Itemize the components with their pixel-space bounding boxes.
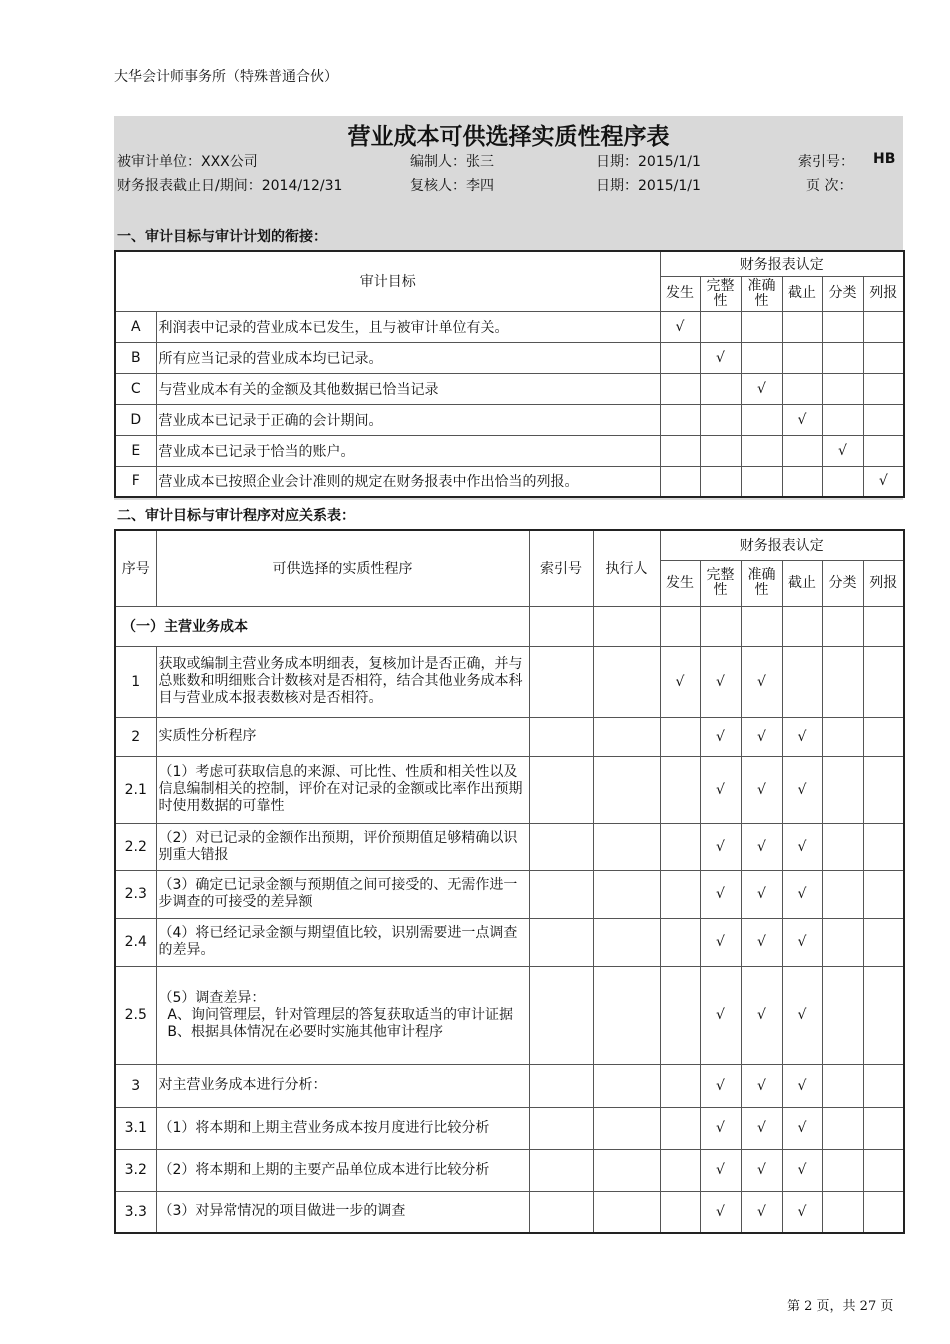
review-date-label: 日期：2015/1/1 (596, 178, 701, 194)
assertion-mark (660, 435, 700, 466)
empty-cell (822, 606, 863, 646)
assertion-mark (741, 435, 782, 466)
assertion-mark (741, 404, 782, 435)
executor-cell (593, 870, 660, 918)
assertion-mark: √ (741, 1107, 782, 1149)
assertion-mark: √ (700, 646, 741, 717)
goal-text: 营业成本已按照企业会计准则的规定在财务报表中作出恰当的列报。 (156, 466, 660, 497)
assertion-mark (700, 435, 741, 466)
procedure-row (115, 1149, 904, 1191)
assertion-mark: √ (782, 1064, 822, 1107)
assertion-mark (822, 404, 863, 435)
no-header: 序号 (115, 530, 156, 606)
assertion-header: 准确性 (741, 276, 782, 311)
procedure-line: （5）调查差异： (158, 989, 266, 1006)
assertion-mark (782, 466, 822, 497)
section-1-heading: 一、审计目标与审计计划的衔接： (117, 229, 327, 245)
procedure-row (115, 918, 904, 966)
assertion-mark (660, 373, 700, 404)
procedure-no: 3 (115, 1064, 156, 1107)
goal-row (115, 373, 904, 404)
assertion-mark (822, 1149, 863, 1191)
index-cell (529, 1064, 593, 1107)
goal-row (115, 466, 904, 497)
procedure-table (114, 529, 905, 1234)
assertion-header: 截止 (782, 276, 822, 311)
assertion-mark (660, 756, 700, 823)
assertion-mark (863, 373, 904, 404)
procedure-row (115, 870, 904, 918)
assertion-mark (863, 342, 904, 373)
assertion-header: 分类 (822, 276, 863, 311)
executor-cell (593, 756, 660, 823)
assertion-mark (822, 756, 863, 823)
empty-cell (593, 606, 660, 646)
assertion-mark: √ (700, 823, 741, 870)
goal-text: 营业成本已记录于恰当的账户。 (156, 435, 660, 466)
procedure-no: 2.4 (115, 918, 156, 966)
assertion-mark: √ (660, 646, 700, 717)
assertion-mark (660, 1107, 700, 1149)
assertion-mark: √ (782, 966, 822, 1064)
assertion-mark: √ (660, 311, 700, 342)
assertion-mark (741, 342, 782, 373)
assertion-mark: √ (782, 1191, 822, 1233)
assertion-mark: √ (700, 717, 741, 756)
assertion-mark (822, 373, 863, 404)
assertion-header: 完整性 (700, 276, 741, 311)
procedure-text: 实质性分析程序 (156, 717, 529, 756)
assertion-mark (863, 1064, 904, 1107)
empty-cell (782, 606, 822, 646)
goal-id: B (115, 342, 156, 373)
goal-id: D (115, 404, 156, 435)
assertion-mark (660, 404, 700, 435)
procedure-no: 2 (115, 717, 156, 756)
assertion-mark: √ (782, 870, 822, 918)
assertion-mark: √ (741, 918, 782, 966)
procedure-text: （3）确定已记录金额与预期值之间可接受的、无需作进一步调查的可接受的差异额 (156, 870, 529, 918)
assertion-mark: √ (782, 823, 822, 870)
index-cell (529, 1191, 593, 1233)
procedure-row (115, 1191, 904, 1233)
assertion-mark (822, 1064, 863, 1107)
assertion-mark (863, 717, 904, 756)
assertion-group-header: 财务报表认定 (660, 530, 904, 560)
assertion-mark (700, 466, 741, 497)
executor-cell (593, 646, 660, 717)
assertion-mark: √ (741, 756, 782, 823)
goal-row (115, 342, 904, 373)
assertion-mark (822, 1107, 863, 1149)
procedure-no: 3.2 (115, 1149, 156, 1191)
assertion-mark (863, 311, 904, 342)
executor-cell (593, 1191, 660, 1233)
assertion-mark (863, 823, 904, 870)
assertion-mark: √ (863, 466, 904, 497)
procedure-no: 2.1 (115, 756, 156, 823)
executor-cell (593, 823, 660, 870)
assertion-header: 截止 (782, 560, 822, 606)
assertion-mark: √ (741, 966, 782, 1064)
assertion-mark (660, 918, 700, 966)
goal-id: A (115, 311, 156, 342)
empty-cell (863, 606, 904, 646)
page-footer: 第 2 页，共 27 页 (787, 1299, 894, 1314)
index-cell (529, 756, 593, 823)
index-cell (529, 1149, 593, 1191)
index-cell (529, 870, 593, 918)
assertion-mark (660, 870, 700, 918)
assertion-mark: √ (700, 870, 741, 918)
assertion-mark (822, 870, 863, 918)
assertion-header: 列报 (863, 276, 904, 311)
procedure-line: A、询问管理层，针对管理层的答复获取适当的审计证据 (158, 1006, 513, 1023)
assertion-header: 发生 (660, 560, 700, 606)
assertion-mark: √ (700, 1064, 741, 1107)
period-label: 财务报表截止日/期间：2014/12/31 (117, 178, 343, 194)
assertion-mark: √ (700, 342, 741, 373)
assertion-mark (863, 646, 904, 717)
assertion-mark (822, 1191, 863, 1233)
assertion-mark: √ (782, 756, 822, 823)
procedure-no: 1 (115, 646, 156, 717)
procedure-row (115, 717, 904, 756)
assertion-mark: √ (700, 1149, 741, 1191)
assertion-mark: √ (741, 823, 782, 870)
goal-text: 利润表中记录的营业成本已发生，且与被审计单位有关。 (156, 311, 660, 342)
assertion-mark: √ (741, 1064, 782, 1107)
assertion-mark (660, 342, 700, 373)
assertion-mark (660, 823, 700, 870)
assertion-mark (822, 311, 863, 342)
index-cell (529, 717, 593, 756)
empty-cell (529, 606, 593, 646)
goal-row (115, 404, 904, 435)
assertion-mark: √ (782, 717, 822, 756)
index-label: 索引号： (798, 154, 854, 170)
assertion-mark (741, 466, 782, 497)
assertion-header: 准确性 (741, 560, 782, 606)
assertion-mark (660, 1191, 700, 1233)
executor-header: 执行人 (593, 530, 660, 606)
assertion-mark (822, 918, 863, 966)
assertion-mark (782, 342, 822, 373)
procedure-text: （4）将已经记录金额与期望值比较，识别需要进一点调查的差异。 (156, 918, 529, 966)
empty-cell (700, 606, 741, 646)
section-2-heading: 二、审计目标与审计程序对应关系表： (117, 508, 355, 524)
executor-cell (593, 1149, 660, 1191)
assertion-mark: √ (700, 1191, 741, 1233)
goal-row (115, 435, 904, 466)
assertion-mark (660, 466, 700, 497)
assertion-mark: √ (782, 1107, 822, 1149)
assertion-mark (863, 918, 904, 966)
index-value: HB (873, 151, 896, 167)
procedure-text: 获取或编制主营业务成本明细表，复核加计是否正确，并与总账数和明细账合计数核对是否相符，结合其他业务成本科目与营业成本报表数核对是否相符。 (156, 646, 529, 717)
assertion-mark (782, 311, 822, 342)
assertion-mark: √ (782, 404, 822, 435)
index-cell (529, 966, 593, 1064)
preparer-label: 编制人：张三 (410, 154, 494, 170)
procedure-text: （2）将本期和上期的主要产品单位成本进行比较分析 (156, 1149, 529, 1191)
assertion-mark (863, 435, 904, 466)
assertion-header: 列报 (863, 560, 904, 606)
assertion-mark (863, 404, 904, 435)
procedure-no: 2.2 (115, 823, 156, 870)
empty-cell (741, 606, 782, 646)
procedure-line: B、根据具体情况在必要时实施其他审计程序 (158, 1023, 444, 1040)
assertion-mark: √ (741, 717, 782, 756)
assertion-mark (863, 870, 904, 918)
assertion-mark (700, 373, 741, 404)
assertion-mark (700, 404, 741, 435)
assertion-group-header: 财务报表认定 (660, 251, 904, 276)
procedure-row (115, 1107, 904, 1149)
assertion-header: 完整性 (700, 560, 741, 606)
index-cell (529, 1107, 593, 1149)
assertion-mark (863, 1149, 904, 1191)
executor-cell (593, 1064, 660, 1107)
assertion-mark: √ (782, 918, 822, 966)
empty-cell (660, 606, 700, 646)
assertion-mark (660, 1149, 700, 1191)
procedure-row (115, 646, 904, 717)
procedure-text: （3）对异常情况的项目做进一步的调查 (156, 1191, 529, 1233)
executor-cell (593, 918, 660, 966)
goal-text: 营业成本已记录于正确的会计期间。 (156, 404, 660, 435)
procedure-text: 对主营业务成本进行分析： (156, 1064, 529, 1107)
assertion-mark: √ (822, 435, 863, 466)
assertion-mark (822, 823, 863, 870)
prep-date-label: 日期：2015/1/1 (596, 154, 701, 170)
assertion-mark: √ (700, 1107, 741, 1149)
assertion-header: 分类 (822, 560, 863, 606)
goal-id: C (115, 373, 156, 404)
assertion-mark (822, 466, 863, 497)
assertion-mark (863, 1107, 904, 1149)
audit-goal-table (114, 250, 905, 498)
executor-cell (593, 717, 660, 756)
goal-header: 审计目标 (115, 251, 660, 311)
procedure-header: 可供选择的实质性程序 (156, 530, 529, 606)
assertion-mark (822, 342, 863, 373)
procedure-row (115, 1064, 904, 1107)
assertion-mark: √ (741, 373, 782, 404)
firm-name: 大华会计师事务所（特殊普通合伙） (114, 69, 338, 85)
procedure-no: 3.1 (115, 1107, 156, 1149)
assertion-mark (782, 646, 822, 717)
procedure-row (115, 823, 904, 870)
procedure-row (115, 966, 904, 1064)
assertion-mark: √ (741, 870, 782, 918)
assertion-mark: √ (700, 918, 741, 966)
assertion-mark (822, 646, 863, 717)
procedure-text (156, 966, 529, 1064)
auditee-label: 被审计单位：XXX公司 (117, 154, 258, 170)
assertion-mark (660, 966, 700, 1064)
group-title: （一）主营业务成本 (115, 606, 529, 646)
index-cell (529, 823, 593, 870)
assertion-mark (782, 373, 822, 404)
assertion-mark (660, 717, 700, 756)
assertion-mark (863, 1191, 904, 1233)
goal-text: 所有应当记录的营业成本均已记录。 (156, 342, 660, 373)
procedure-row (115, 756, 904, 823)
assertion-mark (863, 966, 904, 1064)
procedure-no: 3.3 (115, 1191, 156, 1233)
index-cell (529, 646, 593, 717)
assertion-mark: √ (741, 646, 782, 717)
assertion-mark: √ (782, 1149, 822, 1191)
assertion-mark: √ (700, 756, 741, 823)
page-label: 页 次： (806, 178, 853, 194)
executor-cell (593, 966, 660, 1064)
index-cell (529, 918, 593, 966)
procedure-text: （1）考虑可获取信息的来源、可比性、性质和相关性以及信息编制相关的控制，评价在对记录的金额或比率作出预期时使用数据的可靠性 (156, 756, 529, 823)
reviewer-label: 复核人：李四 (410, 178, 494, 194)
goal-id: E (115, 435, 156, 466)
assertion-mark (700, 311, 741, 342)
assertion-mark: √ (700, 966, 741, 1064)
index-header: 索引号 (529, 530, 593, 606)
goal-text: 与营业成本有关的金额及其他数据已恰当记录 (156, 373, 660, 404)
assertion-mark (822, 966, 863, 1064)
assertion-mark (782, 435, 822, 466)
assertion-mark: √ (741, 1149, 782, 1191)
page-title: 营业成本可供选择实质性程序表 (347, 124, 670, 150)
assertion-mark (741, 311, 782, 342)
goal-row (115, 311, 904, 342)
assertion-mark: √ (741, 1191, 782, 1233)
assertion-header: 发生 (660, 276, 700, 311)
assertion-mark (822, 717, 863, 756)
procedure-no: 2.5 (115, 966, 156, 1064)
assertion-mark (660, 1064, 700, 1107)
executor-cell (593, 1107, 660, 1149)
assertion-mark (863, 756, 904, 823)
goal-id: F (115, 466, 156, 497)
procedure-text: （2）对已记录的金额作出预期，评价预期值足够精确以识别重大错报 (156, 823, 529, 870)
procedure-no: 2.3 (115, 870, 156, 918)
procedure-text: （1）将本期和上期主营业务成本按月度进行比较分析 (156, 1107, 529, 1149)
